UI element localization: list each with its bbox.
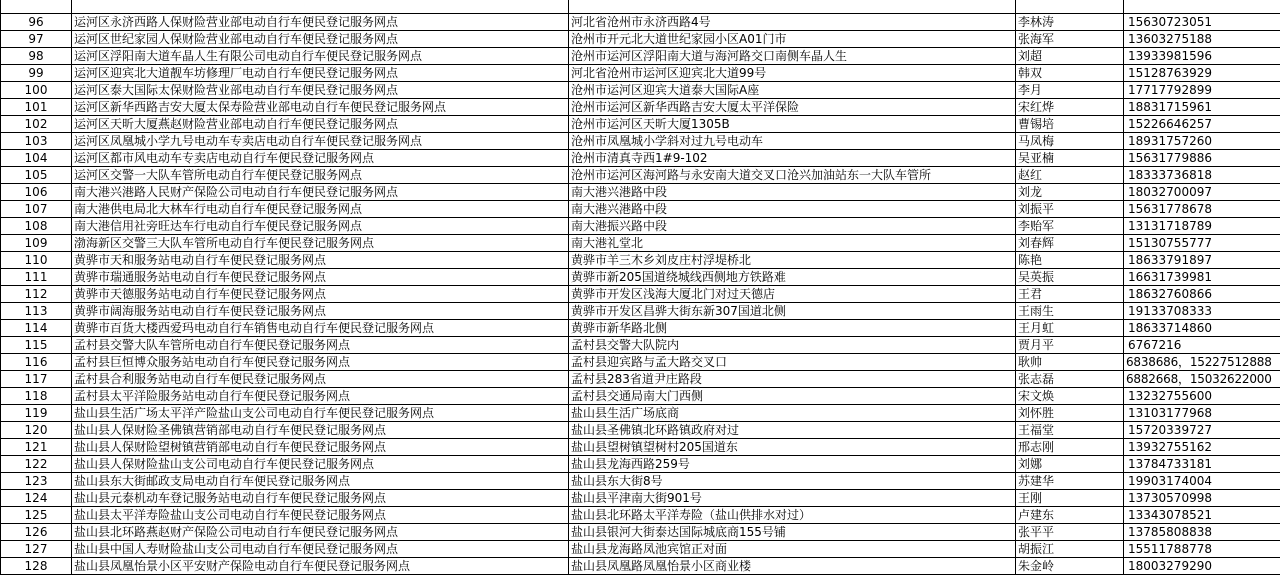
row-number-cell[interactable]: 104 [1,150,72,167]
row-number-cell[interactable]: 110 [1,252,72,269]
table-row[interactable] [1,82,1280,99]
table-row[interactable] [1,422,1280,439]
phone-cell[interactable]: 18633714860 [1124,320,1280,337]
contact-person-cell[interactable]: 宋红烨 [1016,99,1124,116]
service-point-name-cell[interactable]: 盐山县凤凰怡景小区平安财产保险电动自行车便民登记服务网点 [72,558,569,575]
phone-cell[interactable]: 18032700097 [1124,184,1280,201]
service-point-name-cell[interactable]: 盐山县北环路燕赵财产保险公司电动自行车便民登记服务网点 [72,524,569,541]
phone-cell[interactable]: 18633791897 [1124,252,1280,269]
phone-cell[interactable]: 15130755777 [1124,235,1280,252]
row-number-cell[interactable]: 105 [1,167,72,184]
row-number-cell[interactable]: 120 [1,422,72,439]
contact-person-cell[interactable]: 吴英振 [1016,269,1124,286]
phone-cell[interactable]: 16631739981 [1124,269,1280,286]
contact-person-cell[interactable]: 耿帅 [1016,354,1124,371]
table-row[interactable] [1,133,1280,150]
table-row[interactable] [1,337,1280,354]
service-point-name-cell[interactable]: 渤海新区交警三大队车管所电动自行车便民登记服务网点 [72,235,569,252]
service-point-name-cell[interactable]: 孟村县合利服务站电动自行车便民登记服务网点 [72,371,569,388]
table-row[interactable] [1,99,1280,116]
service-point-name-cell[interactable]: 黄骅市百货大楼西爱玛电动自行车销售电动自行车便民登记服务网点 [72,320,569,337]
service-point-name-cell[interactable]: 盐山县太平洋寿险盐山支公司电动自行车便民登记服务网点 [72,507,569,524]
phone-cell[interactable]: 13932755162 [1124,439,1280,456]
address-cell[interactable]: 沧州市运河区天昕大厦1305B [569,116,1016,133]
phone-cell[interactable]: 15511788778 [1124,541,1280,558]
contact-person-cell[interactable]: 曹锡培 [1016,116,1124,133]
phone-cell[interactable]: 13343078521 [1124,507,1280,524]
table-row[interactable] [1,31,1280,48]
table-row[interactable] [1,65,1280,82]
service-point-name-cell[interactable]: 运河区天昕大厦燕赵财险营业部电动自行车便民登记服务网点 [72,116,569,133]
contact-person-cell[interactable]: 朱金岭 [1016,558,1124,575]
phone-cell[interactable]: 15226646257 [1124,116,1280,133]
contact-person-cell[interactable]: 宋文焕 [1016,388,1124,405]
table-row[interactable] [1,524,1280,541]
table-row[interactable] [1,252,1280,269]
service-point-name-cell[interactable]: 盐山县人保财险望树镇营销部电动自行车便民登记服务网点 [72,439,569,456]
row-number-cell[interactable]: 102 [1,116,72,133]
service-point-name-cell[interactable]: 运河区浮阳南大道车晶人生有限公司电动自行车便民登记服务网点 [72,48,569,65]
contact-person-cell[interactable]: 李月 [1016,82,1124,99]
service-point-name-cell[interactable]: 运河区交警一大队车管所电动自行车便民登记服务网点 [72,167,569,184]
address-cell[interactable]: 盐山县平津南大街901号 [569,490,1016,507]
address-cell[interactable]: 沧州市运河区浮阳南大道与海河路交口南侧车晶人生 [569,48,1016,65]
row-number-cell[interactable]: 107 [1,201,72,218]
contact-person-cell[interactable]: 张志磊 [1016,371,1124,388]
address-cell[interactable]: 盐山县望树镇望树村205国道东 [569,439,1016,456]
address-cell[interactable]: 南大港振兴路中段 [569,218,1016,235]
row-number-cell[interactable]: 113 [1,303,72,320]
contact-person-cell[interactable]: 胡振江 [1016,541,1124,558]
phone-cell[interactable]: 18333736818 [1124,167,1280,184]
row-number-cell[interactable]: 97 [1,31,72,48]
phone-cell[interactable]: 15630723051 [1124,14,1280,31]
service-point-name-cell[interactable]: 孟村县交警大队车管所电动自行车便民登记服务网点 [72,337,569,354]
phone-cell[interactable]: 13131718789 [1124,218,1280,235]
address-cell[interactable]: 盐山县生活广场底商 [569,405,1016,422]
row-number-cell[interactable]: 112 [1,286,72,303]
row-number-cell[interactable]: 108 [1,218,72,235]
phone-cell[interactable]: 13784733181 [1124,456,1280,473]
row-number-cell[interactable]: 111 [1,269,72,286]
address-cell[interactable]: 盐山县北环路太平洋寿险（盐山供排水对过） [569,507,1016,524]
contact-person-cell[interactable]: 刘超 [1016,48,1124,65]
contact-person-cell[interactable]: 韩双 [1016,65,1124,82]
row-number-cell[interactable]: 123 [1,473,72,490]
service-point-name-cell[interactable]: 南大港信用社旁旺达车行电动自行车便民登记服务网点 [72,218,569,235]
table-row[interactable] [1,405,1280,422]
address-cell[interactable]: 南大港兴港路中段 [569,184,1016,201]
phone-cell[interactable]: 15128763929 [1124,65,1280,82]
contact-person-cell[interactable]: 张海军 [1016,31,1124,48]
service-point-name-cell[interactable] [72,0,569,14]
row-number-cell[interactable]: 118 [1,388,72,405]
row-number-cell[interactable]: 128 [1,558,72,575]
row-number-cell[interactable]: 119 [1,405,72,422]
table-row[interactable] [1,184,1280,201]
address-cell[interactable]: 沧州市清真寺西1#9-102 [569,150,1016,167]
phone-cell[interactable]: 13730570998 [1124,490,1280,507]
service-point-name-cell[interactable]: 盐山县东大街邮政支局电动自行车便民登记服务网点 [72,473,569,490]
row-number-cell[interactable]: 116 [1,354,72,371]
table-row[interactable] [1,286,1280,303]
contact-person-cell[interactable]: 李贻军 [1016,218,1124,235]
address-cell[interactable]: 盐山县东大街8号 [569,473,1016,490]
address-cell[interactable]: 黄骅市新华路北侧 [569,320,1016,337]
contact-person-cell[interactable]: 刘春辉 [1016,235,1124,252]
row-number-cell[interactable]: 101 [1,99,72,116]
phone-cell[interactable]: 13232755600 [1124,388,1280,405]
table-row[interactable] [1,456,1280,473]
phone-cell[interactable]: 15631779886 [1124,150,1280,167]
address-cell[interactable]: 孟村县283省道尹庄路段 [569,371,1016,388]
phone-cell[interactable]: 6767216 [1124,337,1280,354]
contact-person-cell[interactable]: 刘振平 [1016,201,1124,218]
table-row[interactable] [1,14,1280,31]
contact-person-cell[interactable]: 邢志刚 [1016,439,1124,456]
service-point-name-cell[interactable]: 运河区迎宾北大道靓车坊修理厂电动自行车便民登记服务网点 [72,65,569,82]
address-cell[interactable]: 黄骅市羊三木乡刘皮庄村浮堤桥北 [569,252,1016,269]
address-cell[interactable]: 沧州市凤凰城小学斜对过九号电动车 [569,133,1016,150]
contact-person-cell[interactable]: 王君 [1016,286,1124,303]
phone-cell[interactable]: 13785808838 [1124,524,1280,541]
row-number-cell[interactable]: 109 [1,235,72,252]
contact-person-cell[interactable]: 陈艳 [1016,252,1124,269]
service-point-name-cell[interactable]: 孟村县巨恒博众服务站电动自行车便民登记服务网点 [72,354,569,371]
address-cell[interactable]: 沧州市运河区迎宾大道泰大国际A座 [569,82,1016,99]
contact-person-cell[interactable]: 刘怀胜 [1016,405,1124,422]
table-row[interactable] [1,354,1280,371]
table-row[interactable] [1,541,1280,558]
contact-person-cell[interactable]: 王刚 [1016,490,1124,507]
table-row[interactable] [1,218,1280,235]
phone-cell[interactable]: 18003279290 [1124,558,1280,575]
phone-cell[interactable]: 13603275188 [1124,31,1280,48]
row-number-cell[interactable]: 96 [1,14,72,31]
table-row[interactable] [1,235,1280,252]
service-point-name-cell[interactable]: 运河区世纪家园人保财险营业部电动自行车便民登记服务网点 [72,31,569,48]
table-row[interactable] [1,116,1280,133]
row-number-cell[interactable]: 98 [1,48,72,65]
table-row[interactable] [1,507,1280,524]
address-cell[interactable]: 沧州市开元北大道世纪家园小区A01门市 [569,31,1016,48]
table-row[interactable] [1,201,1280,218]
contact-person-cell[interactable]: 苏建华 [1016,473,1124,490]
contact-person-cell[interactable]: 吴亚楠 [1016,150,1124,167]
contact-person-cell[interactable]: 王月虹 [1016,320,1124,337]
phone-cell[interactable]: 15720339727 [1124,422,1280,439]
service-point-name-cell[interactable]: 黄骅市瑞通服务站电动自行车便民登记服务网点 [72,269,569,286]
table-row[interactable] [1,167,1280,184]
contact-person-cell[interactable]: 王雨生 [1016,303,1124,320]
address-cell[interactable]: 孟村县交通局南大门西侧 [569,388,1016,405]
phone-cell[interactable]: 18632760866 [1124,286,1280,303]
address-cell[interactable]: 孟村县交警大队院内 [569,337,1016,354]
table-row[interactable] [1,388,1280,405]
service-point-name-cell[interactable]: 南大港供电局北大林车行电动自行车便民登记服务网点 [72,201,569,218]
phone-cell[interactable]: 13103177968 [1124,405,1280,422]
contact-person-cell[interactable]: 刘龙 [1016,184,1124,201]
table-row[interactable] [1,269,1280,286]
service-point-name-cell[interactable]: 运河区泰大国际太保财险营业部电动自行车便民登记服务网点 [72,82,569,99]
contact-person-cell[interactable]: 卢建东 [1016,507,1124,524]
phone-cell[interactable]: 18831715961 [1124,99,1280,116]
row-number-cell[interactable]: 122 [1,456,72,473]
service-point-name-cell[interactable]: 盐山县元泰机动车登记服务站电动自行车便民登记服务网点 [72,490,569,507]
address-cell[interactable]: 南大港兴港路中段 [569,201,1016,218]
service-point-name-cell[interactable]: 盐山县生活广场太平洋产险盐山支公司电动自行车便民登记服务网点 [72,405,569,422]
phone-cell[interactable]: 19903174004 [1124,473,1280,490]
phone-cell[interactable]: 19133708333 [1124,303,1280,320]
row-number-cell[interactable]: 106 [1,184,72,201]
service-point-name-cell[interactable]: 孟村县太平洋险服务站电动自行车便民登记服务网点 [72,388,569,405]
service-point-name-cell[interactable]: 盐山县中国人寿财险盐山支公司电动自行车便民登记服务网点 [72,541,569,558]
address-cell[interactable]: 南大港礼堂北 [569,235,1016,252]
row-number-cell[interactable]: 125 [1,507,72,524]
table-row[interactable] [1,473,1280,490]
service-point-name-cell[interactable]: 运河区新华西路吉安大厦太保寿险营业部电动自行车便民登记服务网点 [72,99,569,116]
contact-person-cell[interactable]: 李林涛 [1016,14,1124,31]
service-point-name-cell[interactable]: 南大港兴港路人民财产保险公司电动自行车便民登记服务网点 [72,184,569,201]
row-number-cell[interactable]: 117 [1,371,72,388]
row-number-cell[interactable]: 103 [1,133,72,150]
row-number-cell[interactable]: 124 [1,490,72,507]
row-number-cell[interactable]: 99 [1,65,72,82]
service-point-name-cell[interactable]: 盐山县人保财险圣佛镇营销部电动自行车便民登记服务网点 [72,422,569,439]
table-row[interactable] [1,439,1280,456]
address-cell[interactable]: 沧州市运河区新华西路吉安大厦太平洋保险 [569,99,1016,116]
row-number-cell[interactable]: 121 [1,439,72,456]
phone-cell[interactable]: 6838686，15227512888 [1124,354,1280,371]
contact-person-cell[interactable]: 贾月平 [1016,337,1124,354]
table-row[interactable] [1,320,1280,337]
table-body [1,0,1280,575]
table-row[interactable] [1,558,1280,575]
service-point-name-cell[interactable]: 盐山县人保财险盐山支公司电动自行车便民登记服务网点 [72,456,569,473]
contact-person-cell[interactable]: 刘娜 [1016,456,1124,473]
address-cell[interactable]: 盐山县银河大街泰达国际城底商155号铺 [569,524,1016,541]
row-number-cell[interactable]: 126 [1,524,72,541]
address-cell[interactable]: 河北省沧州市运河区迎宾北大道99号 [569,65,1016,82]
address-cell[interactable]: 黄骅市开发区浅海大厦北门对过天德店 [569,286,1016,303]
address-cell[interactable] [569,0,1016,14]
service-point-name-cell[interactable]: 黄骅市阔海服务站电动自行车便民登记服务网点 [72,303,569,320]
phone-cell[interactable]: 17717792899 [1124,82,1280,99]
row-number-cell[interactable]: 115 [1,337,72,354]
address-cell[interactable]: 盐山县龙海西路259号 [569,456,1016,473]
service-point-name-cell[interactable]: 运河区都市风电动车专卖店电动自行车便民登记服务网点 [72,150,569,167]
address-cell[interactable]: 盐山县凤凰路凤凰怡景小区商业楼 [569,558,1016,575]
service-point-name-cell[interactable]: 黄骅市天德服务站电动自行车便民登记服务网点 [72,286,569,303]
service-point-name-cell[interactable]: 黄骅市天和服务站电动自行车便民登记服务网点 [72,252,569,269]
table-row[interactable] [1,490,1280,507]
contact-person-cell[interactable]: 赵红 [1016,167,1124,184]
address-cell[interactable]: 沧州市运河区海河路与永安南大道交叉口沧兴加油站东一大队车管所 [569,167,1016,184]
table-row[interactable] [1,303,1280,320]
table-row[interactable] [1,48,1280,65]
phone-cell[interactable]: 18931757260 [1124,133,1280,150]
table-row[interactable] [1,0,1280,14]
address-cell[interactable]: 黄骅市开发区昌骅大街东新307国道北侧 [569,303,1016,320]
service-point-name-cell[interactable]: 运河区凤凰城小学九号电动车专卖店电动自行车便民登记服务网点 [72,133,569,150]
address-cell[interactable]: 盐山县龙海路凤池宾馆正对面 [569,541,1016,558]
phone-cell[interactable]: 13933981596 [1124,48,1280,65]
phone-cell[interactable]: 15631778678 [1124,201,1280,218]
address-cell[interactable]: 盐山县圣佛镇北环路镇政府对过 [569,422,1016,439]
contact-person-cell[interactable]: 王福堂 [1016,422,1124,439]
contact-person-cell[interactable]: 张平平 [1016,524,1124,541]
row-number-cell[interactable]: 100 [1,82,72,99]
row-number-cell[interactable]: 114 [1,320,72,337]
phone-cell[interactable] [1124,0,1280,14]
table-row[interactable] [1,150,1280,167]
row-number-cell[interactable]: 127 [1,541,72,558]
table-row[interactable] [1,371,1280,388]
address-cell[interactable]: 孟村县迎宾路与孟大路交叉口 [569,354,1016,371]
contact-person-cell[interactable] [1016,0,1124,14]
phone-cell[interactable]: 6882668，15032622000 [1124,371,1280,388]
service-point-name-cell[interactable]: 运河区永济西路人保财险营业部电动自行车便民登记服务网点 [72,14,569,31]
contact-person-cell[interactable]: 马凤梅 [1016,133,1124,150]
row-number-cell[interactable] [1,0,72,14]
address-cell[interactable]: 黄骅市新205国道绕城线西侧地方铁路难 [569,269,1016,286]
address-cell[interactable]: 河北省沧州市永济西路4号 [569,14,1016,31]
